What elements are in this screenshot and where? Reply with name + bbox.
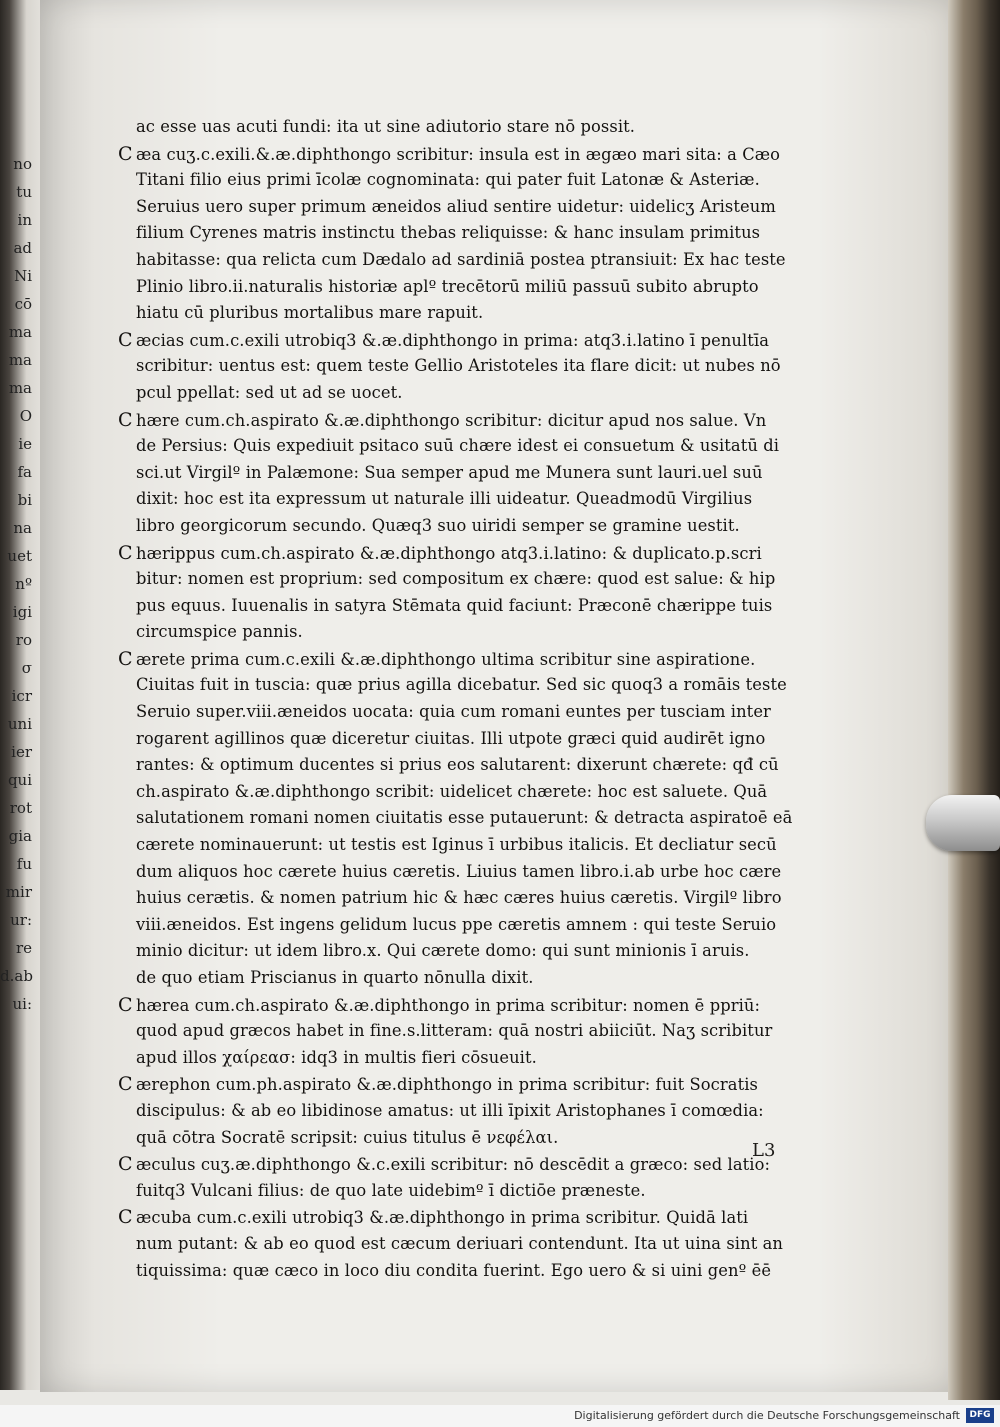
- entry-initial: C: [118, 993, 133, 1016]
- text-line: [118, 672, 788, 699]
- text-line: [118, 859, 788, 886]
- page-body-text: [118, 114, 793, 1284]
- line-text: Seruius uero super primum æneidos aliud sentire uidetur: uidelicʒ Aristeum: [136, 196, 776, 216]
- left-page-fragment: uet: [7, 547, 32, 565]
- text-line: [118, 114, 788, 141]
- text-line: [118, 832, 788, 859]
- text-line: [118, 194, 788, 221]
- left-page-fragment: bi: [17, 491, 32, 509]
- line-text: æa cuʒ.c.exili.&.æ.diphthongo scribitur: insula est in ægæo mari sita: a Cæo: [136, 144, 781, 164]
- text-line: [118, 486, 788, 513]
- text-line: [118, 1178, 788, 1205]
- entry-initial: C: [118, 541, 133, 564]
- page-stack-edge: [948, 0, 1000, 1400]
- text-line: [118, 1018, 788, 1045]
- text-line: [118, 300, 788, 327]
- text-line: [118, 167, 788, 194]
- line-text: minio dicitur: ut idem libro.x. Qui cærete domo: qui sunt minionis ī aruis.: [136, 941, 750, 961]
- line-text: ærephon cum.ph.aspirato &.æ.diphthongo in prima scribitur: fuit Socratis: [136, 1075, 758, 1095]
- left-page-fragment: ad: [13, 239, 32, 257]
- digitization-footer: [0, 1405, 1000, 1427]
- line-text: quod apud græcos habet in fine.s.litteram: quā nostri abiiciūt. Naʒ scribitur: [136, 1021, 773, 1041]
- text-line: [118, 912, 788, 939]
- line-text: cærete nominauerunt: ut testis est Iginus ī urbibus italicis. Et decliatur secū: [136, 835, 777, 855]
- line-text: apud illos χαίρεασ: idq3 in multis fieri cōsueuit.: [136, 1047, 537, 1067]
- line-text: ac esse uas acuti fundi: ita ut sine adiutorio stare nō possit.: [136, 117, 636, 136]
- page-clip: [926, 795, 1000, 851]
- left-page-fragment: d.ab: [0, 967, 33, 985]
- entry-initial: C: [118, 1153, 133, 1176]
- left-page-fragment: ma: [8, 379, 32, 397]
- text-line: [118, 274, 788, 301]
- text-line: [118, 699, 788, 726]
- left-page-fragment: ma: [8, 351, 32, 369]
- left-page-fragment: gia: [8, 827, 32, 845]
- line-text: tiquissima: quæ cæco in loco diu condita fuerint. Ego uero & si uini genº ēē: [136, 1260, 772, 1280]
- text-line: [118, 353, 788, 380]
- left-page-fragment: rot: [9, 799, 32, 817]
- text-line: [118, 540, 788, 567]
- line-text: æculus cuʒ.æ.diphthongo &.c.exili scribitur: nō descēdit a græco: sed latio:: [136, 1155, 771, 1175]
- entry-initial: C: [118, 328, 133, 351]
- text-line: [118, 247, 788, 274]
- entry-initial: C: [118, 408, 133, 431]
- text-line: [118, 779, 788, 806]
- text-line: [118, 726, 788, 753]
- line-text: ch.aspirato &.æ.diphthongo scribit: uidelicet chærete: hoc est saluete. Quā: [136, 781, 768, 801]
- line-text: de Persius: Quis expediuit psitaco suū chære idest ei consuetum & usitatū di: [136, 436, 780, 456]
- text-line: [118, 1204, 788, 1231]
- line-text: hærea cum.ch.aspirato &.æ.diphthongo in prima scribitur: nomen ē ppriū:: [136, 995, 761, 1015]
- line-text: discipulus: & ab eo libidinose amatus: ut illi īpixit Aristophanes ī comœdia:: [136, 1100, 764, 1120]
- left-page-fragment: ie: [18, 435, 32, 453]
- line-text: ærete prima cum.c.exili &.æ.diphthongo ultima scribitur sine aspiratione.: [136, 649, 756, 669]
- line-text: fuitq3 Vulcani filius: de quo late uidebimº ī dictiōe præneste.: [136, 1180, 646, 1200]
- text-line: [118, 1125, 788, 1152]
- left-page-fragment: in: [17, 211, 32, 229]
- line-text: viii.æneidos. Est ingens gelidum lucus ppe cæretis amnem : qui teste Seruio: [136, 914, 777, 934]
- left-page-fragment: uni: [7, 715, 32, 733]
- left-page-fragment: O: [19, 407, 32, 425]
- left-page-fragment: σ: [21, 659, 32, 677]
- line-text: pus equus. Iuuenalis in satyra Stēmata quid faciunt: Præconē chærippe tuis: [136, 595, 773, 615]
- text-line: [118, 619, 788, 646]
- text-line: [118, 885, 788, 912]
- text-line: [118, 433, 788, 460]
- line-text: sci.ut Virgilº in Palæmone: Sua semper apud me Munera sunt lauri.uel suū: [136, 462, 763, 482]
- signature-mark: L3: [752, 1140, 776, 1161]
- text-line: [118, 1098, 788, 1125]
- line-text: æcuba cum.c.exili utrobiq3 &.æ.diphthongo in prima scribitur. Quidā lati: [136, 1208, 749, 1228]
- dfg-logo: DFG: [966, 1408, 994, 1423]
- left-page-fragment: ur:: [10, 911, 32, 929]
- line-text: quā cōtra Socratē scripsit: cuius titulus ē νεφέλαι.: [136, 1127, 559, 1147]
- line-text: pcul ppellat: sed ut ad se uocet.: [136, 382, 403, 402]
- left-page-fragment: no: [13, 155, 32, 173]
- line-text: hære cum.ch.aspirato &.æ.diphthongo scribitur: dicitur apud nos salue. Vn: [136, 410, 767, 430]
- line-text: Plinio libro.ii.naturalis historiæ aplº trecētorū miliū passuū subito abrupto: [136, 276, 759, 296]
- entry-initial: C: [118, 647, 133, 670]
- text-line: [118, 992, 788, 1019]
- line-text: hærippus cum.ch.aspirato &.æ.diphthongo atq3.i.latino: & duplicato.p.scri: [136, 543, 762, 563]
- text-line: [118, 593, 788, 620]
- left-page-fragment: na: [13, 519, 32, 537]
- left-page-fragment: nº: [15, 575, 32, 593]
- left-page-fragment: icr: [11, 687, 32, 705]
- text-line: [118, 327, 788, 354]
- footer-credit: Digitalisierung gefördert durch die Deutsche Forschungsgemeinschaft: [574, 1409, 960, 1422]
- left-page-fragment: tu: [16, 183, 32, 201]
- line-text: salutationem romani nomen ciuitatis esse putauerunt: & detracta aspiratoē eā: [136, 808, 793, 828]
- left-page-fragment: fu: [16, 855, 32, 873]
- line-text: de quo etiam Priscianus in quarto nōnulla dixit.: [136, 968, 534, 987]
- line-text: circumspice pannis.: [136, 622, 303, 642]
- text-line: [118, 380, 788, 407]
- line-text: æcias cum.c.exili utrobiq3 &.æ.diphthongo in prima: atq3.i.latino ī penultīa: [136, 330, 770, 350]
- left-page-fragments: [0, 150, 40, 1250]
- left-page-fragment: ui:: [12, 995, 32, 1013]
- text-line: [118, 1045, 788, 1072]
- text-line: [118, 965, 788, 992]
- line-text: habitasse: qua relicta cum Dædalo ad sardiniā postea ptransiuit: Ex hac teste: [136, 249, 786, 269]
- line-text: libro georgicorum secundo. Quæq3 suo uiridi semper se gramine uestit.: [136, 515, 740, 535]
- text-line: [118, 1231, 788, 1258]
- text-line: [118, 220, 788, 247]
- left-page-fragment: Ni: [14, 267, 32, 285]
- entry-initial: C: [118, 1073, 133, 1096]
- line-text: Titani filio eius primi īcolæ cognominata: qui pater fuit Latonæ & Asteriæ.: [136, 170, 760, 190]
- left-page-fragment: ro: [15, 631, 32, 649]
- text-line: [118, 1151, 788, 1178]
- text-line: [118, 513, 788, 540]
- text-line: [118, 460, 788, 487]
- line-text: num putant: & ab eo quod est cæcum deriuari contendunt. Ita ut uina sint an: [136, 1233, 784, 1253]
- line-text: filium Cyrenes matris instinctu thebas reliquisse: & hanc insulam primitus: [136, 223, 761, 243]
- text-line: [118, 566, 788, 593]
- left-page-fragment: qui: [7, 771, 32, 789]
- left-page-fragment: mir: [5, 883, 32, 901]
- text-line: [118, 1071, 788, 1098]
- text-line: [118, 141, 788, 168]
- text-line: [118, 752, 788, 779]
- left-page-fragment: re: [15, 939, 32, 957]
- entry-initial: C: [118, 142, 133, 165]
- line-text: bitur: nomen est proprium: sed compositum ex chære: quod est salue: & hip: [136, 569, 776, 589]
- left-page-fragment: ma: [8, 323, 32, 341]
- left-page-fragment: cō: [14, 295, 32, 313]
- line-text: scribitur: uentus est: quem teste Gellio Aristoteles ita flare dicit: ut nubes nō: [136, 356, 781, 376]
- text-line: [118, 646, 788, 673]
- line-text: Seruio super.viii.æneidos uocata: quia cum romani euntes per tusciam inter: [136, 702, 771, 722]
- line-text: rantes: & optimum ducentes si prius eos salutarent: dixerunt chærete: qđ cū: [136, 755, 779, 775]
- text-line: [118, 805, 793, 832]
- line-text: dum aliquos hoc cærete huius cæretis. Liuius tamen libro.i.ab urbe hoc cære: [136, 861, 782, 881]
- line-text: Ciuitas fuit in tuscia: quæ prius agilla dicebatur. Sed sic quoq3 a romāis teste: [136, 675, 787, 695]
- left-page-fragment: fa: [17, 463, 32, 481]
- left-page-fragment: ier: [11, 743, 32, 761]
- line-text: rogarent agillinos quæ diceretur ciuitas. Illi utpote græci quid audirēt igno: [136, 728, 766, 748]
- text-line: [118, 407, 788, 434]
- left-page-fragment: igi: [12, 603, 32, 621]
- line-text: huius cerætis. & nomen patrium hic & hæc cæres huius cæretis. Virgilº libro: [136, 888, 782, 908]
- text-line: [118, 1258, 788, 1285]
- line-text: dixit: hoc est ita expressum ut naturale illi uideatur. Queadmodū Virgilius: [136, 489, 753, 509]
- entry-initial: C: [118, 1206, 133, 1229]
- line-text: hiatu cū pluribus mortalibus mare rapuit.: [136, 303, 484, 323]
- text-line: [118, 938, 788, 965]
